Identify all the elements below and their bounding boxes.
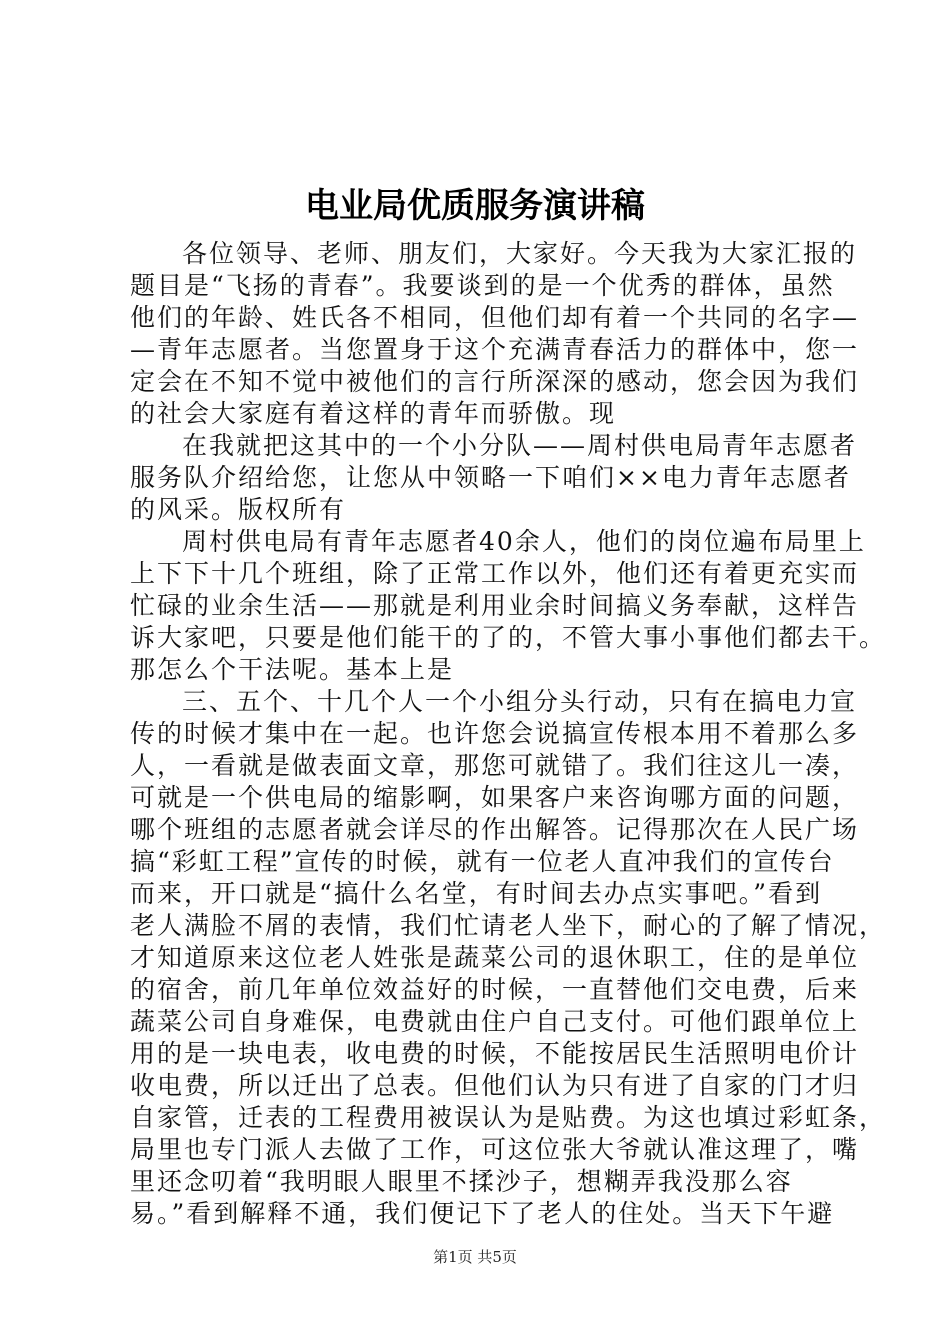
text-line: 的宿舍，前几年单位效益好的时候，一直替他们交电费，后来 xyxy=(130,975,860,1004)
text-line: 诉大家吧，只要是他们能干的了的，不管大事小事他们都去干。 xyxy=(130,623,887,652)
text-line: 周村供电局有青年志愿者40余人，他们的岗位遍布局里上 xyxy=(182,527,866,556)
text-line: 忙碌的业余生活——那就是利用业余时间搞义务奉献，这样告 xyxy=(130,591,860,620)
text-line: 哪个班组的志愿者就会详尽的作出解答。记得那次在人民广场 xyxy=(130,815,860,844)
text-line: 上下下十几个班组，除了正常工作以外，他们还有着更充实而 xyxy=(130,559,860,588)
text-line: 的风采。版权所有 xyxy=(130,495,347,524)
text-line: 三、五个、十几个人一个小组分头行动，只有在搞电力宣 xyxy=(182,687,858,716)
text-line: 局里也专门派人去做了工作，可这位张大爷就认准这理了，嘴 xyxy=(130,1135,860,1164)
document-body xyxy=(130,238,887,1230)
text-line: 那怎么个干法呢。基本上是 xyxy=(130,655,455,684)
text-line: 收电费，所以迁出了总表。但他们认为只有进了自家的门才归 xyxy=(130,1071,860,1100)
text-line: 的社会大家庭有着这样的青年而骄傲。现 xyxy=(130,399,617,428)
text-line: 老人满脸不屑的表情，我们忙请老人坐下，耐心的了解了情况， xyxy=(130,911,887,940)
text-line: 蔬菜公司自身难保，电费就由住户自己支付。可他们跟单位上 xyxy=(130,1007,860,1036)
text-line: 人，一看就是做表面文章，那您可就错了。我们往这儿一凑， xyxy=(130,751,860,780)
text-line: 定会在不知不觉中被他们的言行所深深的感动，您会因为我们 xyxy=(130,367,860,396)
text-line: 搞“彩虹工程”宣传的时候，就有一位老人直冲我们的宣传台 xyxy=(130,847,835,876)
text-line: 自家管，迁表的工程费用被误认为是贴费。为这也填过彩虹条， xyxy=(130,1103,887,1132)
text-line: 而来，开口就是“搞什么名堂，有时间去办点实事吧。”看到 xyxy=(130,879,823,908)
text-line: 易。”看到解释不通，我们便记下了老人的住处。当天下午避 xyxy=(130,1199,835,1228)
text-line: —青年志愿者。当您置身于这个充满青春活力的群体中，您一 xyxy=(130,335,860,364)
text-line: 在我就把这其中的一个小分队——周村供电局青年志愿者 xyxy=(182,431,858,460)
page-footer: 第1页 共5页 xyxy=(433,1248,517,1266)
text-line: 里还念叨着“我明眼人眼里不揉沙子，想糊弄我没那么容 xyxy=(130,1167,793,1196)
text-line: 题目是“飞扬的青春”。我要谈到的是一个优秀的群体，虽然 xyxy=(130,271,835,300)
document-title: 电业局优质服务演讲稿 xyxy=(305,186,645,226)
text-line: 才知道原来这位老人姓张是蔬菜公司的退休职工，住的是单位 xyxy=(130,943,860,972)
text-line: 可就是一个供电局的缩影啊，如果客户来咨询哪方面的问题， xyxy=(130,783,860,812)
text-line: 传的时候才集中在一起。也许您会说搞宣传根本用不着那么多 xyxy=(130,719,860,748)
text-line: 用的是一块电表，收电费的时候，不能按居民生活照明电价计 xyxy=(130,1039,860,1068)
text-line: 他们的年龄、姓氏各不相同，但他们却有着一个共同的名字— xyxy=(130,303,860,332)
text-line: 服务队介绍给您，让您从中领略一下咱们××电力青年志愿者 xyxy=(130,463,851,492)
text-line: 各位领导、老师、朋友们，大家好。今天我为大家汇报的 xyxy=(182,239,858,268)
